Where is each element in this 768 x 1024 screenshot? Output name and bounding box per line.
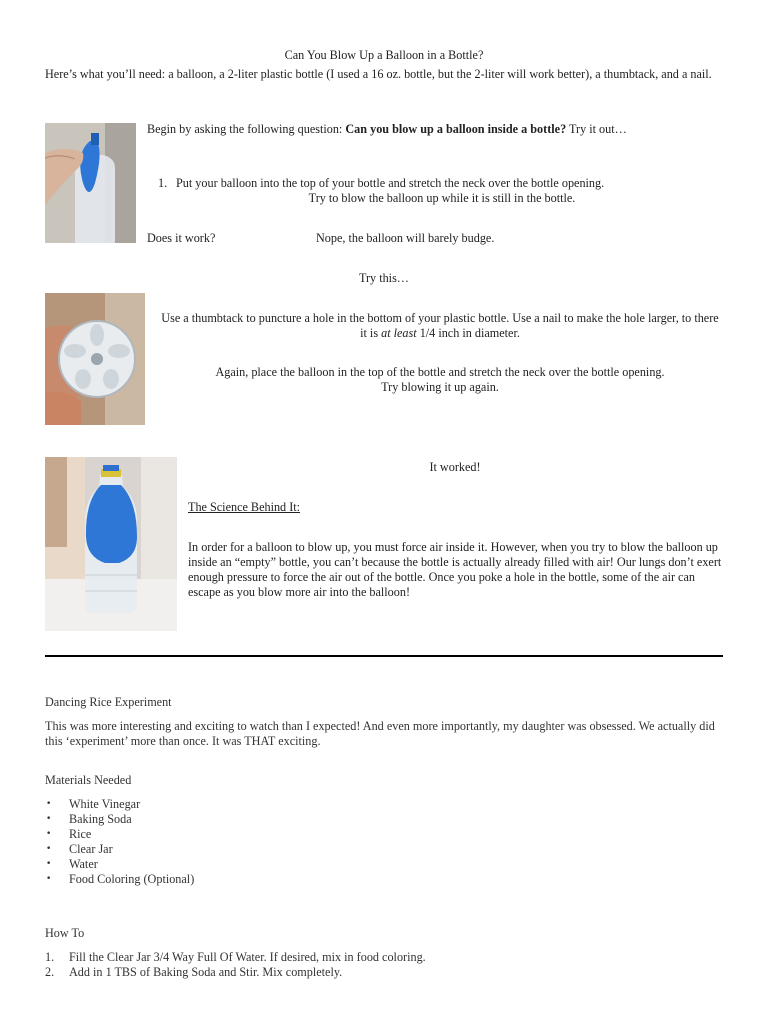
list-item: • Rice (45, 827, 445, 842)
thumbtack-text-post: 1/4 inch in diameter. (416, 326, 520, 340)
list-item: • Food Coloring (Optional) (45, 872, 445, 887)
it-worked-label: It worked! (429, 460, 481, 474)
ask-prefix: Begin by asking the following question: (147, 122, 346, 136)
list-item: • White Vinegar (45, 797, 445, 812)
rice-title: Dancing Rice Experiment (45, 695, 172, 709)
step-text: Fill the Clear Jar 3/4 Way Full Of Water. If desired, mix in food coloring. (69, 950, 426, 964)
does-it-work-label: Does it work? (147, 231, 216, 245)
materials-list (45, 797, 445, 887)
materials-heading: Materials Needed (45, 773, 132, 787)
intro-paragraph: Here’s what you’ll need: a balloon, a 2-liter plastic bottle (I used a 16 oz. bottle, but the 2-liter will work better), a thumbtack, and a nail. (45, 67, 712, 81)
howto-list (45, 950, 725, 980)
science-heading: The Science Behind It: (188, 500, 301, 514)
list-item: • Water (45, 857, 445, 872)
thumbtack-text-pre: Use a thumbtack to puncture a hole in the bottom of your plastic bottle. Use a nail to make the hole larger, to there it is (161, 311, 719, 340)
does-it-work-answer: Nope, the balloon will barely budge. (316, 231, 495, 245)
howto-heading: How To (45, 926, 85, 940)
ask-question-paragraph (147, 122, 722, 137)
step-1-line-1: Put your balloon into the top of your bottle and stretch the neck over the bottle opening. (176, 176, 605, 190)
bottle-bottom-photo (45, 293, 145, 425)
list-item: • Baking Soda (45, 812, 445, 827)
step-text: Add in 1 TBS of Baking Soda and Stir. Mix completely. (69, 965, 343, 979)
list-item: • Clear Jar (45, 842, 445, 857)
thumbtack-text-italic: at least (381, 326, 417, 340)
list-item (45, 950, 725, 965)
step-1-number: 1. (158, 176, 168, 190)
step-number: 1. (45, 950, 55, 964)
again-line-2: Try blowing it up again. (381, 380, 499, 394)
list-item (45, 965, 725, 980)
again-line-1: Again, place the balloon in the top of the bottle and stretch the neck over the bottle opening. (215, 365, 665, 379)
step-1-line-2: Try to blow the balloon up while it is still in the bottle. (308, 191, 576, 205)
ask-question-bold: Can you blow up a balloon inside a bottle? (345, 122, 567, 136)
ask-suffix: Try it out… (566, 122, 627, 136)
science-paragraph: In order for a balloon to blow up, you must force air inside it. However, when you try to blow the balloon up inside an “empty” bottle, you can’t because the bottle is actually already filled with air! Our lungs don’t exert enough pressure to force the air out of the bottle. Once you poke a hole in the bottle, some of the air can escape as you blow more air into the balloon! (188, 540, 722, 599)
step-number: 2. (45, 965, 55, 979)
thumbtack-paragraph (160, 311, 720, 341)
page-title: Can You Blow Up a Balloon in a Bottle? (284, 48, 484, 62)
balloon-in-bottle-photo (45, 123, 136, 243)
rice-intro: This was more interesting and exciting to watch than I expected! And even more importantly, my daughter was obsessed. We actually did this ‘experiment’ more than once. It was THAT exciting. (45, 719, 715, 748)
try-this-label: Try this… (358, 271, 409, 285)
inflated-balloon-photo (45, 457, 177, 631)
section-divider (45, 655, 723, 657)
